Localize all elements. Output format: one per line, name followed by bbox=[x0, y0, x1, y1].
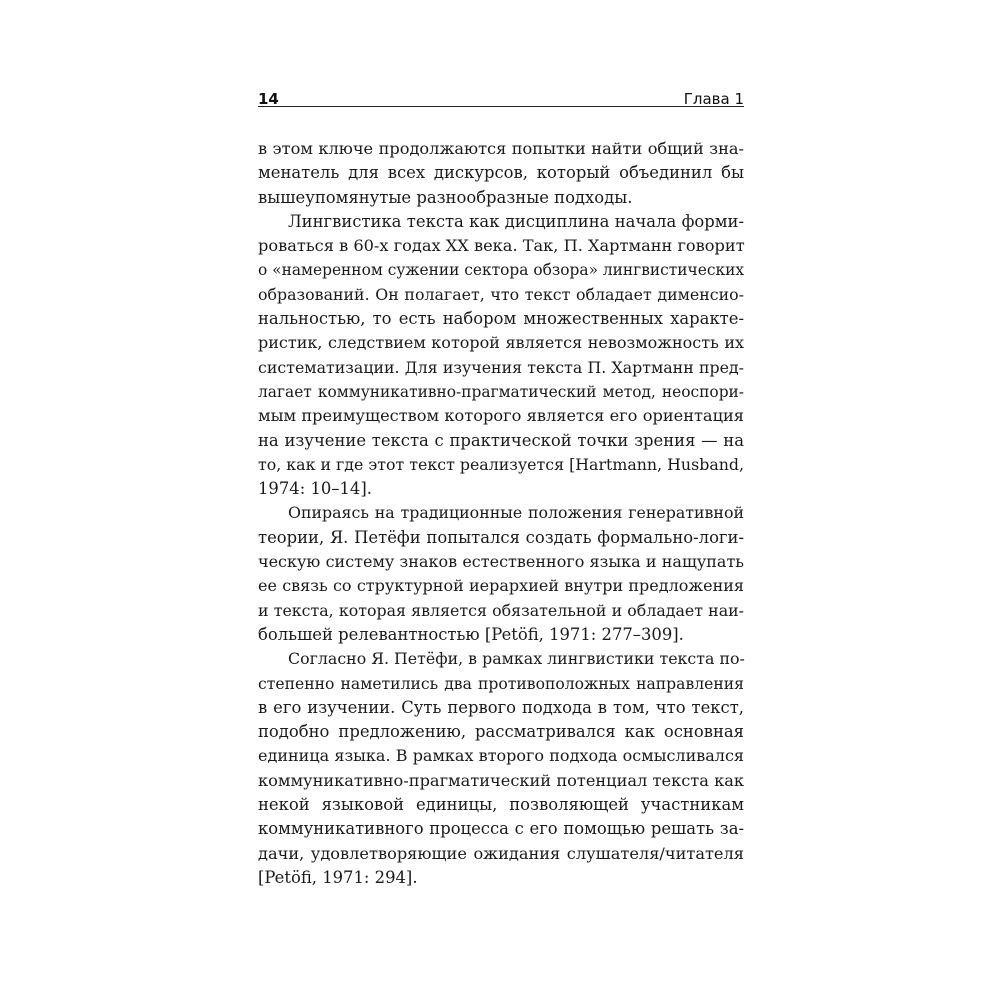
text-line: на изучение текста с практической точки зрения — на bbox=[258, 430, 744, 450]
text-line: большей релевантностью [Petöfi, 1971: 277–309]. bbox=[258, 624, 684, 644]
text-line: коммуникативно-прагматический потенциал текста как bbox=[258, 770, 744, 790]
text-line: [Petöfi, 1971: 294]. bbox=[258, 867, 418, 887]
text-line: Лингвистика текста как дисциплина начала форми- bbox=[288, 211, 744, 231]
text-line: подобно предложению, рассматривался как основная bbox=[258, 722, 744, 742]
text-line: вышеупомянутые разнообразные подходы. bbox=[258, 187, 633, 207]
text-line: Опираясь на традиционные положения генеративной bbox=[288, 503, 744, 523]
paragraph-1 bbox=[258, 137, 744, 210]
text-line: в этом ключе продолжаются попытки найти общий зна- bbox=[258, 139, 744, 158]
text-line: лагает коммуникативно-прагматический метод, неоспори- bbox=[258, 382, 744, 401]
header-rule bbox=[258, 106, 744, 107]
chapter-label: Глава 1 bbox=[683, 90, 744, 108]
text-line: ческую систему знаков естественного языка и нащупать bbox=[258, 552, 744, 572]
text-line: коммуникативного процесса с его помощью решать за- bbox=[258, 819, 744, 839]
text-line: в его изучении. Суть первого подхода в том, что текст, bbox=[258, 697, 744, 717]
text-line: некой языковой единицы, позволяющей участникам bbox=[258, 795, 744, 815]
text-line: ристик, следствием которой является невозможность их bbox=[258, 333, 744, 353]
paragraph-2 bbox=[258, 210, 744, 502]
text-line: Согласно Я. Петёфи, в рамках лингвистики текста по- bbox=[288, 649, 745, 669]
text-line: мым преимуществом которого является его ориентация bbox=[258, 406, 744, 426]
text-line: то, как и где этот текст реализуется [Hartmann, Husband, bbox=[258, 454, 745, 474]
text-line: систематизации. Для изучения текста П. Хартманн пред- bbox=[258, 357, 744, 377]
page-number: 14 bbox=[258, 90, 279, 108]
text-line: теории, Я. Петёфи попытался создать формально-логи- bbox=[258, 527, 744, 547]
text-line: менатель для всех дискурсов, который объединил бы bbox=[258, 163, 744, 183]
text-line: степенно наметились два противоположных направления bbox=[258, 674, 744, 693]
text-line: ее связь со структурной иерархией внутри предложения bbox=[258, 576, 744, 596]
text-line: о «намеренном сужении сектора обзора» лингвистических bbox=[258, 261, 745, 280]
text-line: дачи, удовлетворяющие ожидания слушателя/читателя bbox=[258, 843, 744, 863]
text-line: нальностью, то есть набором множественных характе- bbox=[258, 309, 744, 329]
paragraph-3 bbox=[258, 501, 744, 647]
text-line: единица языка. В рамках второго подхода осмысливался bbox=[258, 746, 744, 766]
paragraph-4 bbox=[258, 647, 744, 890]
text-line: 1974: 10–14]. bbox=[258, 479, 372, 499]
running-head bbox=[258, 88, 744, 112]
body-text bbox=[258, 137, 744, 890]
text-line: образований. Он полагает, что текст обладает дименсио- bbox=[258, 284, 744, 304]
text-line: и текста, которая является обязательной и обладает наи- bbox=[258, 600, 744, 620]
text-line: роваться в 60-х годах XX века. Так, П. Хартманн говорит bbox=[258, 236, 745, 256]
